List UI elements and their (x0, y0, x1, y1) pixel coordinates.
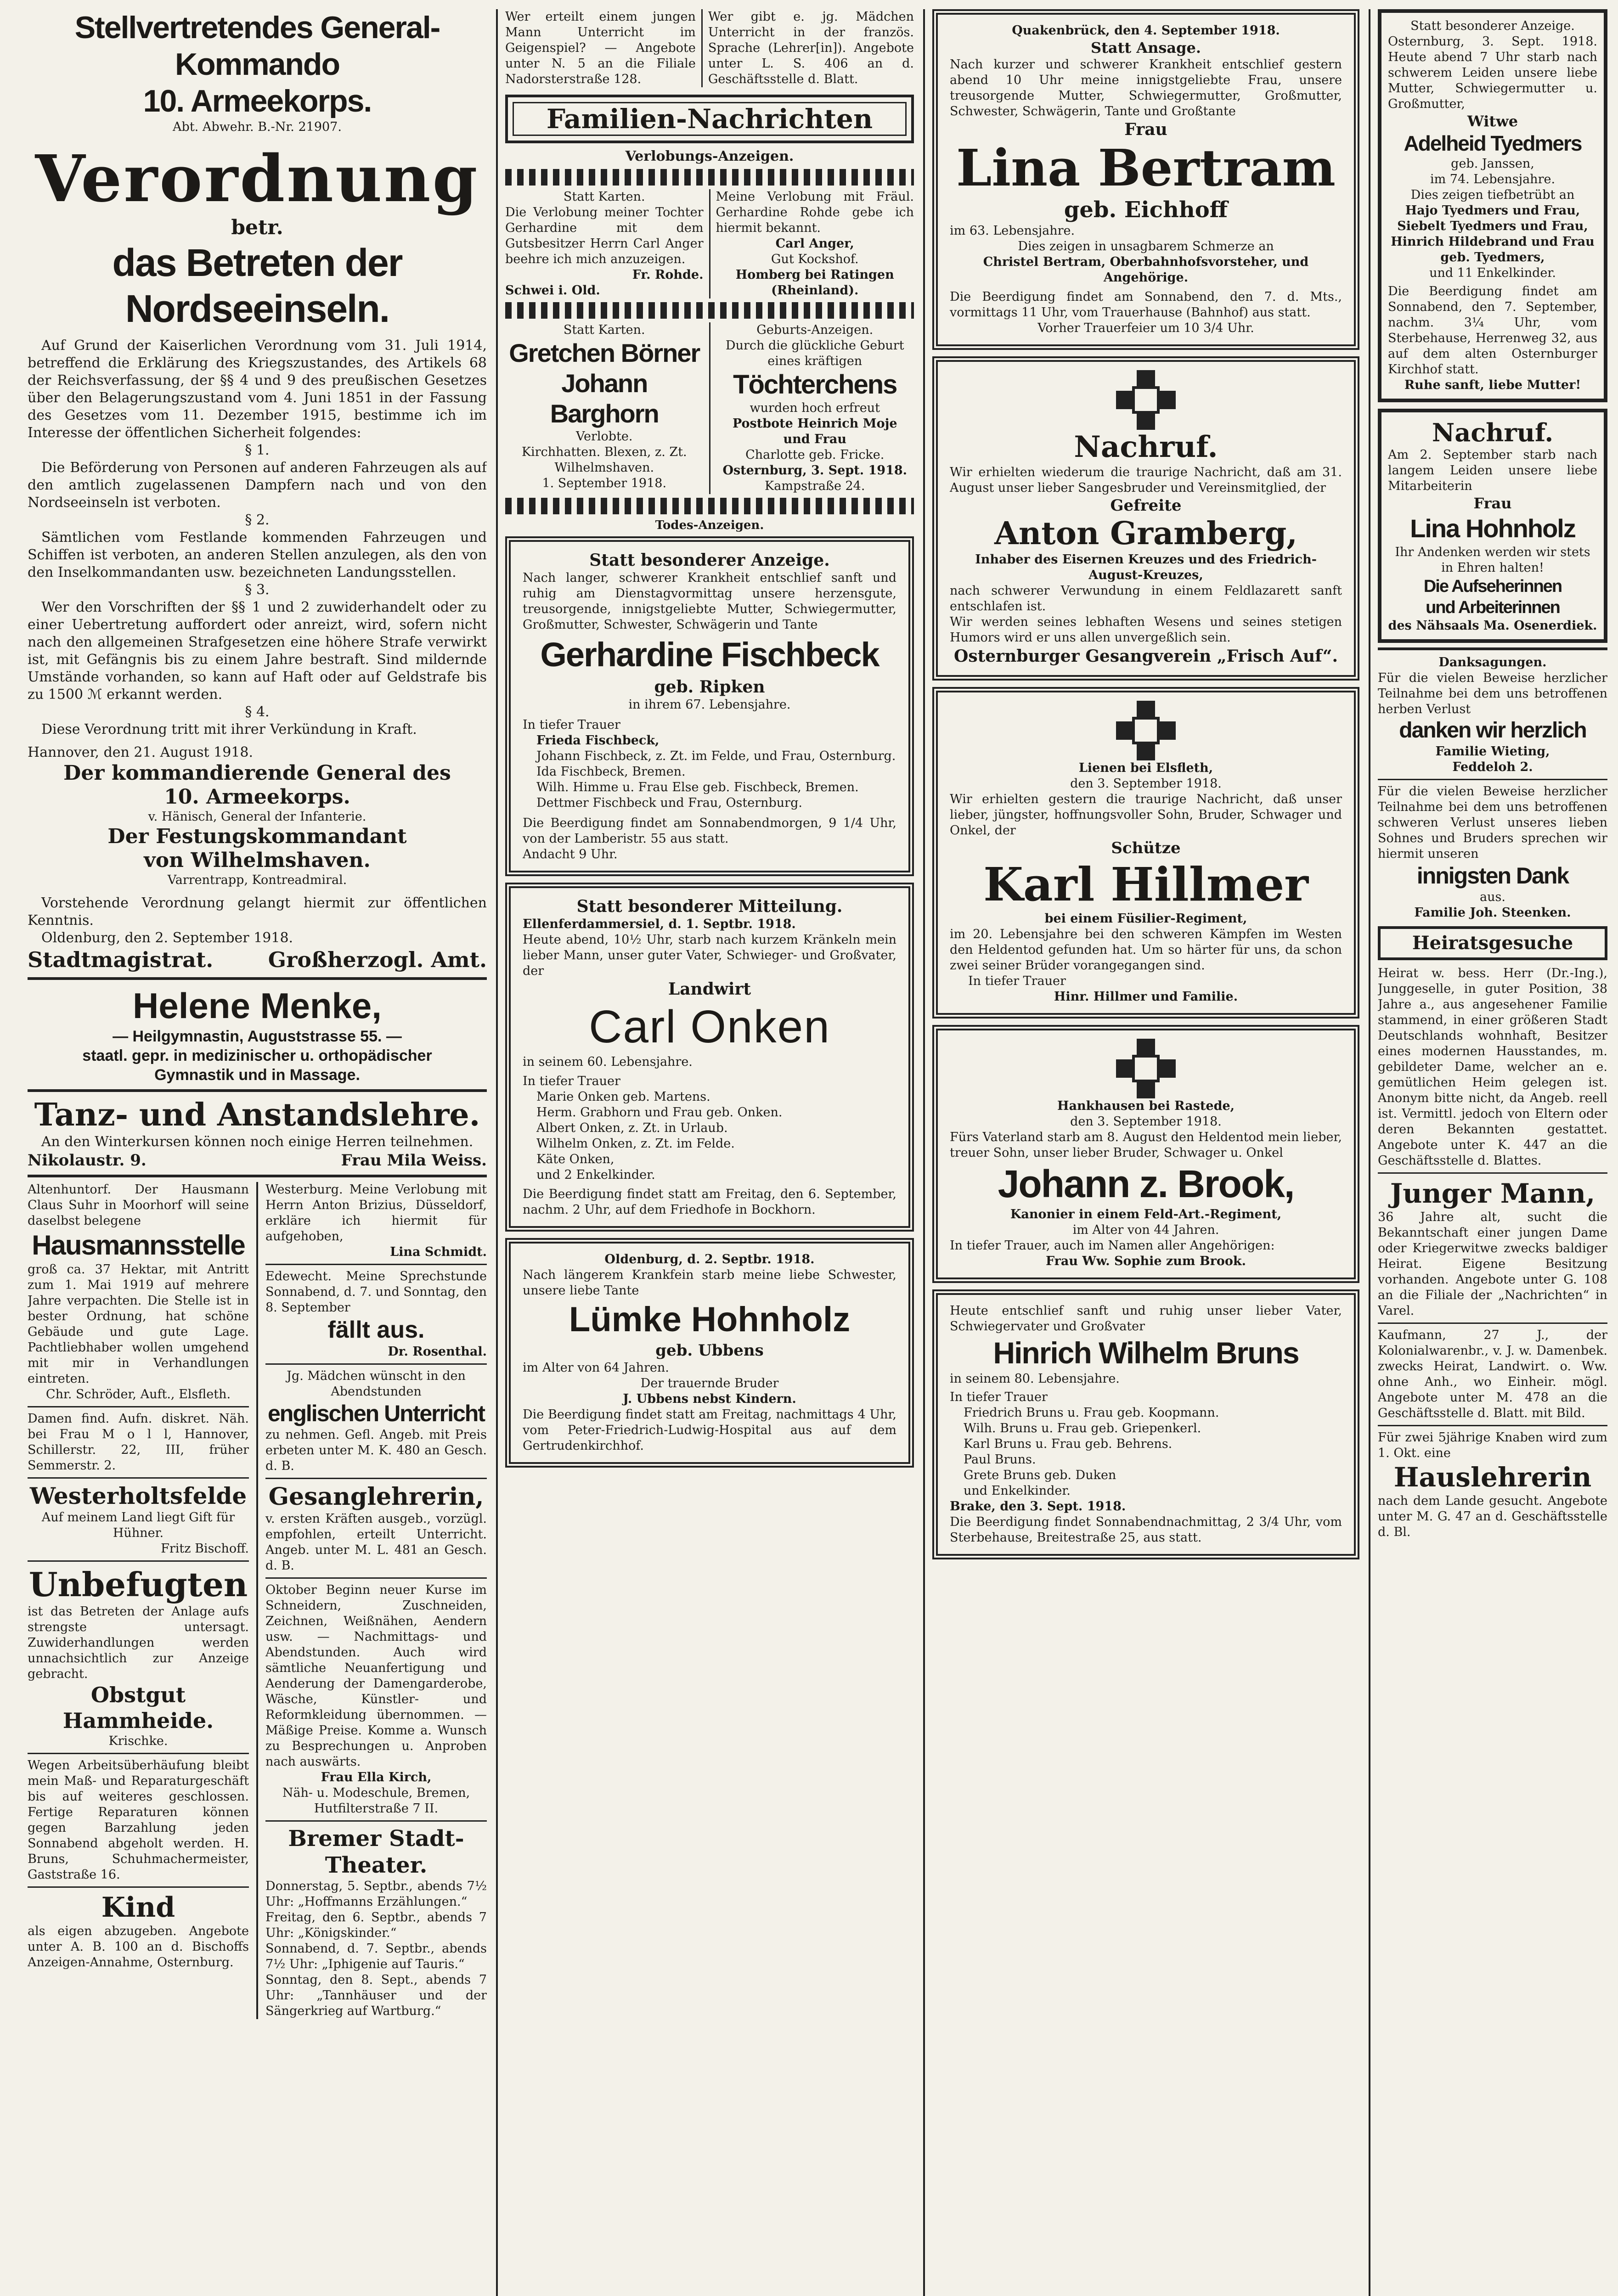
tyedmers-name: Adelheid Tyedmers (1404, 131, 1582, 155)
family-news-title: Familien-Nachrichten (513, 102, 907, 136)
ad-dance (28, 1097, 487, 1170)
thanks-steenken-aus: aus. (1480, 890, 1505, 904)
column-rule (496, 9, 498, 2296)
bruns-place: Brake, den 3. Sept. 1918. (950, 1499, 1126, 1514)
dance-name: Frau Mila Weiss. (341, 1151, 487, 1170)
authority-city: Stadtmagistrat. (28, 947, 214, 972)
divider (28, 1560, 249, 1562)
authority-state: Großherzogl. Amt. (268, 947, 487, 972)
hohnholz-sig-1: Die Aufseherinnen (1423, 577, 1562, 596)
edewecht-ad: Edewecht. Meine Sprechstunde Sonnabend, d. 7. und Sonntag, den 8. September (265, 1269, 487, 1315)
section-2-text: Sämtlichen vom Festlande kommenden Fahrzeugen und Schiffen ist verboten, an anderen Stellen anzulegen, als den von den Inselkommandanten usw. bezeichneten Landungsstellen. (28, 529, 487, 580)
rohde-head: Statt Karten. (563, 190, 645, 204)
bruns-mourner-4: Paul Bruns. (964, 1452, 1036, 1467)
junger-mann-text: 36 Jahre alt, sucht die Bekanntschaft einer jungen Dame oder Kriegerwitwe zwecks baldiger Heirat. Eigene Besitzung vorhanden. Angebote unter G. 108 an die Filiale der „Nachrichten“ in Varel. (1378, 1210, 1607, 1318)
bruns-text: Heute entschlief sanft und ruhig unser lieber Vater, Schwiegervater und Großvater (950, 1304, 1342, 1334)
divider (1378, 1322, 1607, 1324)
divider (265, 1363, 487, 1365)
birth-moje (710, 322, 914, 494)
obituary-hohnholz (1378, 409, 1607, 643)
death-brook (932, 1025, 1359, 1283)
bruns-name: Hinrich Wilhelm Bruns (993, 1336, 1299, 1370)
onken-age: in seinem 60. Lebensjahre. (523, 1055, 693, 1069)
divider (28, 1886, 249, 1888)
rohde-place: Schwei i. Old. (505, 283, 600, 298)
signatures (28, 761, 487, 888)
gramberg-text-2: nach schwerer Verwundung in einem Feldlazarett sanft entschlafen ist. (950, 584, 1342, 613)
gesang-title: Gesanglehrerin, (268, 1483, 484, 1511)
kind-text: als eigen abzugeben. Angebote unter A. B. 100 an d. Bischoffs Anzeigen-Annahme, Osternburg. (28, 1924, 249, 1970)
boerner-verlobte: Verlobte. (576, 429, 633, 444)
hillmer-date: den 3. September 1918. (1070, 777, 1222, 791)
fischbeck-mourner-4: Wilh. Himme u. Frau Else geb. Fischbeck, Bremen. (536, 780, 859, 794)
haus-signature: Chr. Schröder, Auft., Elsfleth. (45, 1387, 231, 1401)
unbefugten-text: ist das Betreten der Anlage aufs strengste untersagt. Zuwiderhandlungen werden unnachsichtlich zur Anzeige gebracht. (28, 1604, 249, 1681)
corps-header: 10. Armeekorps. (143, 84, 372, 118)
publication-date: Oldenburg, den 2. September 1918. (41, 930, 293, 946)
hohnholz-text: Am 2. September starb nach langem Leiden unsere liebe Mitarbeiterin (1388, 448, 1597, 493)
unbefugten-title: Unbefugten (28, 1565, 248, 1604)
onken-trauer: In tiefer Trauer (523, 1074, 620, 1088)
ordinance-date: Hannover, den 21. August 1918. (28, 744, 254, 760)
gramberg-rank: Gefreite (1110, 496, 1182, 515)
divider (28, 1477, 249, 1479)
birth-sig-3: Charlotte geb. Fricke. (745, 448, 885, 462)
section-3-heading: § 3. (245, 582, 270, 598)
ordinance-notice (28, 9, 487, 332)
luemke-place: Oldenburg, d. 2. Septbr. 1918. (604, 1252, 815, 1266)
onken-head: Statt besonderer Mitteilung. (576, 897, 843, 916)
tutor-search-text: Für zwei 5jährige Knaben wird zum 1. Okt. eine (1378, 1430, 1607, 1460)
death-luemke-hohnholz (505, 1238, 914, 1468)
boerner-head: Statt Karten. (563, 323, 645, 337)
engagement-anger (710, 189, 914, 298)
hohnholz-frau: Frau (1473, 495, 1512, 512)
birth-sig-1: Postbote Heinrich Moje (732, 416, 897, 431)
bertram-zeigen: Dies zeigen in unsagbarem Schmerze an (1018, 239, 1274, 253)
divider (28, 1175, 487, 1177)
divider (265, 1478, 487, 1479)
section-2-heading: § 2. (245, 512, 270, 528)
tyedmers-text: Osternburg, 3. Sept. 1918. Heute abend 7 Uhr starb nach schwerem Leiden unsere liebe Mutter, Schwiegermutter u. Großmutter, (1388, 34, 1597, 111)
bertram-name: Lina Bertram (956, 138, 1336, 197)
signature-fortress-title: Der Festungskommandant (107, 825, 407, 848)
command-header: Stellvertretendes General-Kommando (74, 10, 440, 82)
english-title: englischen Unterricht (268, 1401, 485, 1426)
fischbeck-name: Gerhardine Fischbeck (540, 636, 879, 674)
theater-line-4: Sonntag, den 8. Sept., abends 7 Uhr: „Tannhäuser und der Sängerkrieg auf Wartburg.“ (265, 1973, 487, 2018)
bertram-head: Statt Ansage. (1090, 39, 1201, 56)
hillmer-text: Wir erhielten gestern die traurige Nachricht, daß unser lieber, jüngster, hoffnungsvoller Sohn, Bruder, Schwager und Onkel, der (950, 792, 1342, 838)
rohde-text: Die Verlobung meiner Tochter Gerhardine mit dem Gutsbesitzer Herrn Carl Anger beehre ich mich anzuzeigen. (505, 205, 704, 266)
rohde-signature: Fr. Rohde. (632, 268, 704, 282)
fischbeck-mourner-3: Ida Fischbeck, Bremen. (536, 765, 686, 779)
tutor-search-text-2: nach dem Lande gesucht. Angebote unter M. G. 47 an d. Geschäftsstelle d. Bl. (1378, 1494, 1607, 1539)
column-3 (932, 9, 1359, 2296)
ordinance-title: Verordnung (35, 141, 479, 217)
haus-intro: Altenhuntorf. Der Hausmann Claus Suhr in Moorhorf will seine daselbst belegene (28, 1182, 249, 1228)
signature-general-title: Der kommandierende General des (63, 761, 451, 785)
hillmer-trauer: In tiefer Trauer (968, 974, 1066, 988)
onken-place: Ellenferdammersiel, d. 1. Septbr. 1918. (523, 917, 796, 931)
tyedmers-age: im 74. Lebensjahre. (1430, 172, 1556, 186)
reference-number: Abt. Abwehr. B.-Nr. 21907. (173, 120, 342, 134)
boerner-name-1: Gretchen Börner (509, 338, 700, 367)
onken-name: Carl Onken (589, 1001, 830, 1052)
boerner-date: 1. September 1918. (542, 476, 667, 490)
bertram-burial: Die Beerdigung findet am Sonnabend, den 7. d. Mts., vormittags 11 Uhr, vom Trauerhause (Bahnhof) aus statt. (950, 290, 1342, 320)
section-3-text: Wer den Vorschriften der §§ 1 und 2 zuwiderhandelt oder zu einer Uebertretung auffordert oder anreizt, wird, sofern nicht nach den allgemeinen Strafgesetzen eine höhere Strafe verwirkt ist, mit Gefängnis bis zu einem Jahre bestraft. Sind mildernde Umstände vorhanden, so kann auf Haft oder auf Geldstrafe bis zu 1500 ℳ erkannt werden. (28, 599, 487, 703)
violin-tutor-ad: Wer erteilt einem jungen Mann Unterricht im Geigenspiel? — Angebote unter N. 5 an die Filiale Nadorsterstraße 128. (505, 9, 703, 87)
obstgut-sub: Krischke. (108, 1734, 168, 1748)
theater-title: Bremer Stadt-Theater. (288, 1826, 464, 1878)
brook-name: Johann z. Brook, (998, 1162, 1294, 1205)
luemke-trauer: Der trauernde Bruder (640, 1376, 779, 1390)
fischbeck-trauer: In tiefer Trauer (523, 718, 620, 732)
anger-text: Meine Verlobung mit Fräul. Gerhardine Rohde gebe ich hiermit bekannt. (716, 190, 914, 235)
tutor-search-title: Hauslehrerin (1393, 1462, 1592, 1493)
engagement-heading: Verlobungs-Anzeigen. (625, 148, 794, 164)
sewing-course-text: Oktober Beginn neuer Kurse im Schneidern, Zuschneiden, Zeichnen, Weißnähen, Aendern usw. — Nachmittags- und Abendstunden. Auch wird sämtliche Neuanfertigung und Aenderung der Damengarderobe, Wäsche, Künstler- und Reformkleidung übernommen. — Mäßige Preise. Komme a. Wunsch zu Besprechungen u. Anproben nach auswärts. (265, 1583, 487, 1769)
thanks-steenken-text: Für die vielen Beweise herzlicher Teilnahme bei dem uns betroffenen schweren Verlust unseres lieben Sohnes und Bruders sprechen wir hiermit unseren (1378, 784, 1607, 861)
divider (1378, 647, 1607, 650)
luemke-age: im Alter von 64 Jahren. (523, 1361, 669, 1375)
gramberg-title: Nachruf. (1074, 430, 1218, 464)
rosenthal-signature: Dr. Rosenthal. (388, 1345, 487, 1359)
dance-title: Tanz- und Anstandslehre. (34, 1097, 480, 1133)
birth-head: Geburts-Anzeigen. (756, 323, 874, 337)
classifieds-lower (28, 1182, 487, 2019)
birth-text-1: Durch die glückliche Geburt eines kräftigen (725, 338, 904, 368)
signature-fortress-place: von Wilhelmshaven. (144, 849, 371, 872)
anger-place: Homberg bei Ratingen (Rheinland). (735, 268, 894, 298)
onken-text: Heute abend, 10½ Uhr, starb nach kurzem Kränkeln mein lieber Mann, unser guter Vater, Schwieger- und Großvater, der (523, 933, 896, 978)
fischbeck-age: in ihrem 67. Lebensjahre. (628, 698, 791, 712)
engagement-ads (505, 189, 914, 298)
wester-text: Auf meinem Land liegt Gift für Hühner. (41, 1510, 235, 1540)
fischbeck-mourner-2: Johann Fischbeck, z. Zt. im Felde, und Frau, Osternburg. (536, 749, 896, 763)
kind-title: Kind (101, 1891, 175, 1924)
hillmer-name: Karl Hillmer (983, 857, 1308, 912)
column-1 (28, 9, 487, 2296)
section-4-text: Diese Verordnung tritt mit ihrer Verkündung in Kraft. (41, 721, 417, 737)
tutor-ads (505, 9, 914, 87)
haus-text: groß ca. 37 Hektar, mit Antritt zum 1. Mai 1919 auf mehrere Jahre verpachten. Die Stelle ist in bester Ordnung, hat schöne Gebäude und gute Lage. Pachtliebhaber wollen umgehend mit mir in Verhandlungen eintreten. (28, 1262, 249, 1386)
divider (28, 1089, 487, 1092)
marriage-ad-1: Heirat w. bess. Herr (Dr.-Ing.), Junggeselle, in guter Position, 38 Jahre a., aus angesehener Familie stammend, in einer größeren Stadt Deutschlands wohnhaft, Besitzer eines modernen Hausstandes, m. gebildeter Dame, welcher an e. gemütlichen Heim gelegen ist. Anonym bitte nicht, da Angeb. reell ist. Vermittl. jedoch von Eltern oder deren Bekannten gestattet. Angebote unter K. 447 an die Geschäftsstelle d. Blattes. (1378, 966, 1607, 1168)
divider (28, 1406, 249, 1407)
birth-title: Töchterchens (733, 370, 897, 400)
tyedmers-mourner-3: Hinrich Hildebrand und Frau geb. Tyedmers, (1391, 235, 1595, 264)
thanks-wieting-text: Für die vielen Beweise herzlicher Teilnahme bei dem uns betroffenen herben Verlust (1378, 671, 1607, 716)
thanks-wieting-title: danken wir herzlich (1399, 718, 1586, 743)
fischbeck-head: Statt besonderer Anzeige. (589, 551, 830, 570)
dance-address: Nikolaustr. 9. (28, 1151, 147, 1170)
gesang-text: v. ersten Kräften ausgeb., vorzügl. empfohlen, erteilt Unterricht. Angeb. unter M. L. 481 an Gesch. d. B. (265, 1512, 487, 1573)
death-fischbeck (505, 536, 914, 876)
onken-mourner-2: Herm. Grabhorn und Frau geb. Onken. (536, 1105, 783, 1120)
faellt-aus: fällt aus. (327, 1317, 425, 1343)
thanks-wieting-sig-2: Feddeloh 2. (1452, 760, 1533, 774)
tyedmers-witwe: Witwe (1467, 113, 1518, 130)
ordinance-intro: Auf Grund der Kaiserlichen Verordnung vom 31. Juli 1914, betreffend die Erklärung des Kriegszustandes, des Artikels 68 der Reichsverfassung, der §§ 4 und 9 des preußischen Gesetzes über den Belagerungszustand vom 4. Juni 1851 in der Fassung des Gesetzes vom 11. Dezember 1915, bestimme ich im Interesse der öffentlichen Sicherheit folgendes: (28, 338, 487, 441)
bertram-text: Nach kurzer und schwerer Krankheit entschlief gestern abend 10 Uhr meine innigstgeliebte Frau, unsere treusorgende Mutter, Schwiegermutter, Großmutter, Schwester, Schwägerin, Tante und Großtante (950, 57, 1342, 118)
divider (28, 977, 487, 980)
gramberg-signature: Osternburger Gesangverein „Frisch Auf“. (954, 647, 1338, 666)
signature-general-corps: 10. Armeekorps. (164, 785, 350, 809)
ad-menke (28, 985, 487, 1085)
wester-title: Westerholtsfelde (29, 1482, 247, 1509)
thanks-steenken-title: innigsten Dank (1416, 863, 1569, 889)
bruns-mourner-2: Wilh. Bruns u. Frau geb. Griepenkerl. (964, 1421, 1201, 1435)
thanks-steenken-sig: Familie Joh. Steenken. (1414, 906, 1571, 920)
bruns-ad: Wegen Arbeitsüberhäufung bleibt mein Maß- und Reparaturgeschäft bis auf weiteres geschlossen. Fertige Reparaturen können gegen Barzahlung jeden Sonnabend abgeholt werden. H. Bruns, Schuhmachermeister, Gaststraße 16. (28, 1758, 249, 1882)
signature-fortress-name: Varrentrapp, Kontreadmiral. (167, 873, 347, 887)
gramberg-sub: Inhaber des Eisernen Kreuzes und des Friedrich-August-Kreuzes, (975, 552, 1317, 582)
iron-cross-icon (1116, 701, 1176, 760)
brook-trauer: In tiefer Trauer, auch im Namen aller Angehörigen: (950, 1238, 1275, 1253)
sewing-signature-1: Frau Ella Kirch, (321, 1770, 432, 1784)
menke-name: Helene Menke, (133, 985, 382, 1026)
marriage-title: Heiratsgesuche (1412, 932, 1573, 954)
iron-cross-icon (1116, 1039, 1176, 1098)
tyedmers-mourner-2: Siebelt Tyedmers und Frau, (1397, 219, 1588, 233)
bruns-mourner-6: und Enkelkinder. (964, 1484, 1071, 1498)
birth-place: Osternburg, 3. Sept. 1918. (722, 463, 908, 478)
boerner-name-2: Johann Barghorn (550, 369, 659, 428)
onken-burial: Die Beerdigung findet statt am Freitag, den 6. September, nachm. 2 Uhr, auf dem Friedhofe in Bockhorn. (523, 1187, 896, 1217)
obstgut-title: Obstgut Hammheide. (62, 1683, 214, 1733)
column-rule (1369, 9, 1370, 2296)
divider (1378, 779, 1607, 780)
hillmer-signature: Hinr. Hillmer und Familie. (1054, 990, 1238, 1004)
wester-signature: Fritz Bischoff. (161, 1542, 249, 1556)
publication-notice: Vorstehende Verordnung gelangt hiermit zur öffentlichen Kenntnis. (28, 895, 487, 929)
dance-text: An den Winterkursen können noch einige Herren teilnehmen. (41, 1134, 474, 1150)
gramberg-name: Anton Gramberg, (994, 515, 1297, 552)
onken-mourner-1: Marie Onken geb. Martens. (536, 1090, 710, 1104)
death-onken (505, 883, 914, 1232)
death-bertram (932, 9, 1359, 350)
english-text: zu nehmen. Gefl. Angeb. mit Preis erbeten unter M. K. 480 an Gesch. d. B. (265, 1428, 487, 1473)
ornament-border (505, 169, 914, 186)
kaufmann-ad: Kaufmann, 27 J., der Kolonialwarenbr., v. J. w. Damenbek. zwecks Heirat, Landwirt. o. Ww. ohne Anh., wo Einheir. mögl. Angebote unter M. 478 an die Geschäftsstelle d. Blatt. mit Bild. (1378, 1328, 1607, 1420)
luemke-signature: J. Ubbens nebst Kindern. (623, 1392, 796, 1406)
iron-cross-icon (1116, 370, 1176, 430)
ordinance-betr: betr. (231, 216, 283, 239)
bertram-geb: geb. Eichhoff (1064, 197, 1228, 223)
engagement-birth-ads (505, 322, 914, 494)
french-tutor-ad: Wer gibt e. jg. Mädchen Unterricht in der französ. Sprache (Lehrer[in]). Angebote unter L. S. 406 an d. Geschäftsstelle d. Blatt. (708, 10, 914, 86)
bertram-signature: Christel Bertram, Oberbahnhofsvorsteher, und Angehörige. (983, 255, 1309, 285)
tyedmers-zeigen: Dies zeigen tiefbetrübt an (1410, 188, 1575, 202)
luemke-geb: geb. Ubbens (655, 1341, 764, 1360)
divider (1378, 1172, 1607, 1174)
dance-footer (28, 1151, 487, 1170)
engagement-boerner (505, 322, 710, 494)
tyedmers-burial: Die Beerdigung findet am Sonnabend, den 7. September, nachm. 3¼ Uhr, vom Sterbehause, Herrenweg 32, aus auf dem alten Osternburger Kirchhof statt. (1388, 284, 1597, 377)
divider (265, 1577, 487, 1579)
boerner-place: Kirchhatten. Blexen, z. Zt. Wilhelmshaven. (521, 445, 687, 475)
death-tyedmers (1378, 9, 1607, 402)
brook-place: Hankhausen bei Rastede, (1057, 1099, 1235, 1113)
junger-mann-title: Junger Mann, (1390, 1178, 1595, 1209)
birth-address: Kampstraße 24. (765, 479, 865, 493)
tyedmers-ruhe: Ruhe sanft, liebe Mutter! (1404, 378, 1581, 392)
hohnholz-sig-3: des Nähsaals Ma. Osenerdiek. (1388, 619, 1597, 633)
fischbeck-burial: Die Beerdigung findet am Sonnabendmorgen, 9 1/4 Uhr, von der Lamberistr. 55 aus statt. (523, 816, 896, 846)
signature-general-name: v. Hänisch, General der Infanterie. (148, 810, 366, 824)
bruns-trauer: In tiefer Trauer (950, 1390, 1048, 1404)
hohnholz-name: Lina Hohnholz (1410, 514, 1575, 543)
tyedmers-mourner-1: Hajo Tyedmers und Frau, (1405, 203, 1580, 218)
birth-sig-2: und Frau (783, 432, 847, 446)
theater-line-1: Donnerstag, 5. Septbr., abends 7½ Uhr: „Hoffmanns Erzählungen.“ (265, 1879, 487, 1909)
menke-line-2: staatl. gepr. in medizinischer u. orthopädischer (82, 1047, 432, 1064)
ornament-border (505, 498, 914, 514)
bertram-feier: Vorher Trauerfeier um 10 3/4 Uhr. (1037, 321, 1254, 335)
menke-line-3: Gymnastik und in Massage. (154, 1066, 360, 1084)
hillmer-sub: bei einem Füsilier-Regiment, (1044, 912, 1247, 926)
divider (1378, 1425, 1607, 1426)
hohnholz-title: Nachruf. (1432, 418, 1554, 447)
verlobung-signature: Lina Schmidt. (390, 1245, 487, 1259)
menke-line-1: — Heilgymnastin, Auguststrasse 55. — (113, 1028, 402, 1045)
bertram-frau: Frau (1124, 120, 1167, 139)
ornament-border (505, 302, 914, 319)
classifieds-right (258, 1182, 487, 2019)
thanks-heading: Danksagungen. (1438, 655, 1547, 670)
birth-text-2: wurden hoch erfreut (750, 401, 880, 415)
theater-line-3: Sonnabend, d. 7. Septbr., abends 7½ Uhr: „Iphigenie auf Tauris.“ (265, 1941, 487, 1971)
bruns-mourner-5: Grete Bruns geb. Duken (964, 1468, 1116, 1482)
brook-date: den 3. September 1918. (1070, 1114, 1222, 1129)
luemke-text: Nach längerem Krankfein starb meine liebe Schwester, unsere liebe Tante (523, 1268, 896, 1298)
fischbeck-mourner-1: Frieda Fischbeck, (536, 733, 660, 748)
death-notices-heading: Todes-Anzeigen. (655, 518, 764, 532)
hillmer-text-2: im 20. Lebensjahre bei den schweren Kämpfen im Westen den Heldentod gefunden hat. Um so härter für uns, da schon zwei seiner Brüder vorangegangen sind. (950, 927, 1342, 973)
column-rule (923, 9, 925, 2296)
death-hillmer (932, 687, 1359, 1019)
death-bruns (932, 1289, 1359, 1559)
bertram-age: im 63. Lebensjahre. (950, 224, 1075, 238)
bruns-age: in seinem 80. Lebensjahre. (950, 1372, 1120, 1386)
onken-mourner-4: Wilhelm Onken, z. Zt. im Felde. (536, 1137, 735, 1151)
bruns-mourner-3: Karl Bruns u. Frau geb. Behrens. (964, 1437, 1173, 1451)
fischbeck-geb: geb. Ripken (654, 677, 765, 697)
luemke-name: Lümke Hohnholz (569, 1300, 851, 1339)
damen-ad: Damen find. Aufn. diskret. Näh. bei Frau M o l l, Hannover, Schillerstr. 22, III, früher Semmerstr. 2. (28, 1412, 249, 1473)
onken-mourner-3: Albert Onken, z. Zt. in Urlaub. (536, 1121, 728, 1135)
column-2 (505, 9, 914, 2296)
hohnholz-text-2: Ihr Andenken werden wir stets in Ehren halten! (1395, 545, 1590, 575)
fischbeck-andacht: Andacht 9 Uhr. (523, 847, 618, 861)
bertram-place: Quakenbrück, den 4. September 1918. (1012, 23, 1280, 38)
gramberg-text: Wir erhielten wiederum die traurige Nachricht, daß am 31. August unser lieber Sangesbruder und Vereinsmitglied, der (950, 465, 1342, 495)
gramberg-text-3: Wir werden seines lebhaften Wesens und seines stetigen Humors wird er uns allen unvergeßlich sein. (950, 615, 1342, 645)
verlobung-aufgehoben: Westerburg. Meine Verlobung mit Herrn Anton Brizius, Düsseldorf, erkläre ich hiermit für aufgehoben, (265, 1182, 487, 1244)
tyedmers-head: Statt besonderer Anzeige. (1410, 19, 1575, 33)
marriage-banner (1378, 926, 1607, 960)
english-intro: Jg. Mädchen wünscht in den Abendstunden (287, 1369, 466, 1399)
engagement-rohde (505, 189, 710, 298)
thanks-wieting-sig-1: Familie Wieting, (1435, 744, 1550, 759)
bruns-burial: Die Beerdigung findet Sonnabendnachmittag, 2 3/4 Uhr, vom Sterbehause, Breitestraße 25, aus statt. (950, 1515, 1342, 1545)
brook-age: im Alter von 44 Jahren. (1072, 1223, 1219, 1237)
onken-mourner-5: Käte Onken, (536, 1152, 615, 1166)
divider (28, 1753, 249, 1754)
family-news-banner (505, 95, 914, 143)
divider (265, 1820, 487, 1822)
brook-sub: Kanonier in einem Feld-Art.-Regiment, (1010, 1207, 1282, 1221)
luemke-burial: Die Beerdigung findet statt am Freitag, nachmittags 4 Uhr, vom Peter-Friedrich-Ludwig-Hospital aus auf dem Gertrudenkirchhof. (523, 1407, 896, 1453)
ordinance-subject: das Betreten der Nordseeinseln. (112, 241, 402, 330)
onken-title: Landwirt (668, 979, 751, 999)
haus-title: Hausmannsstelle (32, 1230, 245, 1261)
hohnholz-sig-2: und Arbeiterinnen (1426, 598, 1560, 617)
brook-text: Fürs Vaterland starb am 8. August den Heldentod mein lieber, treuer Sohn, unser lieber Bruder, Schwager u. Onkel (950, 1130, 1342, 1160)
theater-line-2: Freitag, den 6. Septbr., abends 7 Uhr: „Königskinder.“ (265, 1910, 487, 1940)
divider (265, 1264, 487, 1265)
tyedmers-mourner-4: und 11 Enkelkinder. (1429, 266, 1556, 280)
anger-signature: Carl Anger, (775, 236, 854, 251)
authority-footer (28, 947, 487, 973)
obituary-gramberg (932, 356, 1359, 681)
section-4-heading: § 4. (245, 704, 270, 720)
bruns-mourner-1: Friedrich Bruns u. Frau geb. Koopmann. (964, 1406, 1219, 1420)
anger-estate: Gut Kockshof. (771, 252, 859, 266)
section-1-text: Die Beförderung von Personen auf anderen Fahrzeugen als auf den amtlich zugelassenen Dampfern nach und von den Nordseeinseln ist verboten. (28, 460, 487, 511)
onken-mourner-6: und 2 Enkelkinder. (536, 1168, 655, 1182)
sewing-signature-2: Näh- u. Modeschule, Bremen, Hutfilterstraße 7 II. (282, 1786, 470, 1816)
hillmer-rank: Schütze (1111, 839, 1181, 857)
classifieds-left (28, 1182, 258, 2019)
section-1-heading: § 1. (245, 442, 270, 458)
brook-signature: Frau Ww. Sophie zum Brook. (1045, 1254, 1246, 1268)
column-4 (1378, 9, 1607, 2296)
hillmer-place: Lienen bei Elsfleth, (1078, 761, 1213, 775)
fischbeck-mourner-5: Dettmer Fischbeck und Frau, Osternburg. (536, 796, 802, 810)
fischbeck-text: Nach langer, schwerer Krankheit entschlief sanft und ruhig am Dienstagvormittag unsere herzensgute, treusorgende, innigstgeliebte Mutter, Schwiegermutter, Großmutter, Schwester, Schwägerin und Tante (523, 571, 896, 632)
tyedmers-geb: geb. Janssen, (1451, 157, 1534, 171)
